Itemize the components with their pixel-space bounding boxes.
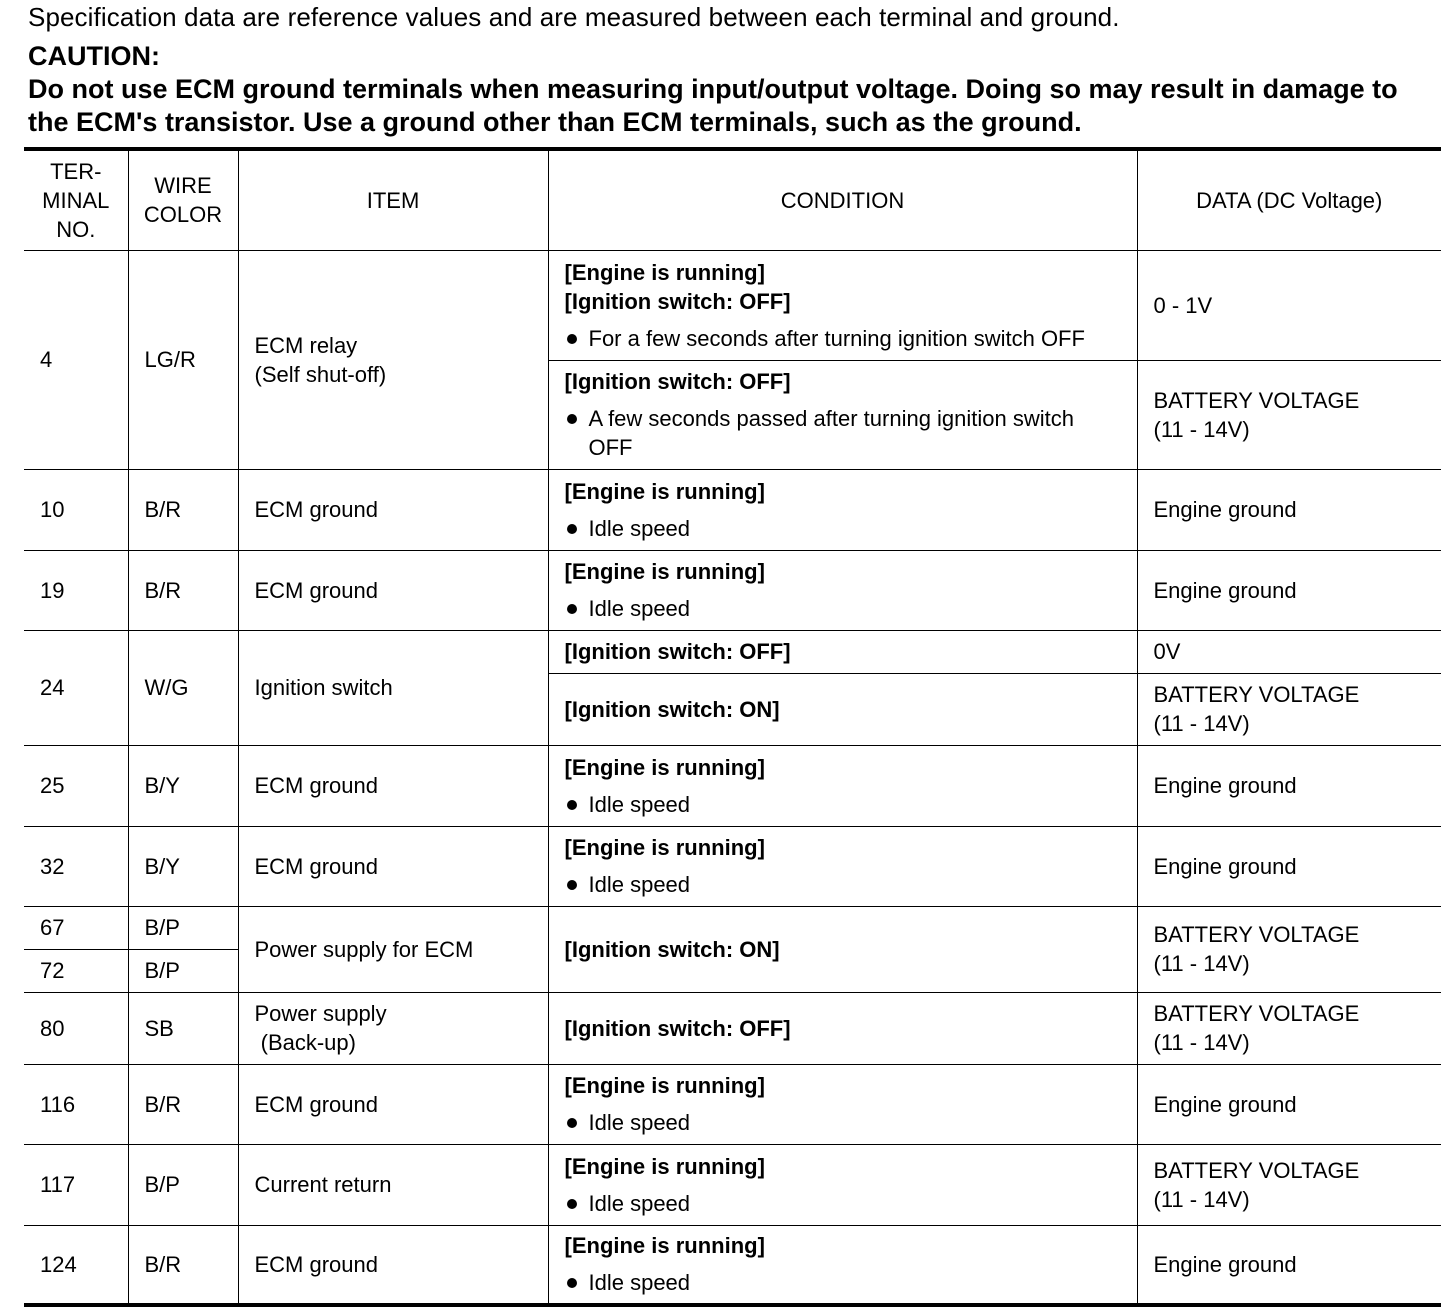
data-value: Engine ground xyxy=(1137,826,1441,906)
condition: [Engine is running] Idle speed xyxy=(548,826,1137,906)
header-wire-color: WIRE COLOR xyxy=(128,149,238,250)
table-row xyxy=(24,469,1441,550)
item: Power supply (Back-up) xyxy=(238,992,548,1064)
table-row xyxy=(24,992,1441,1064)
terminal-no: 4 xyxy=(24,250,128,469)
item: ECM ground xyxy=(238,745,548,826)
table-row xyxy=(24,1225,1441,1305)
data-value: Engine ground xyxy=(1137,469,1441,550)
item: ECM relay (Self shut-off) xyxy=(238,250,548,469)
item: Ignition switch xyxy=(238,630,548,745)
table-row xyxy=(24,630,1441,673)
terminal-no: 10 xyxy=(24,469,128,550)
table-row xyxy=(24,550,1441,630)
data-value: Engine ground xyxy=(1137,1064,1441,1144)
condition: [Ignition switch: OFF] xyxy=(548,630,1137,673)
table-row xyxy=(24,1064,1441,1144)
data-value: 0 - 1V xyxy=(1137,250,1441,360)
header-condition: CONDITION xyxy=(548,149,1137,250)
table-row xyxy=(24,1144,1441,1225)
wire-color: B/R xyxy=(128,469,238,550)
terminal-no: 124 xyxy=(24,1225,128,1305)
condition-bullet: Idle speed xyxy=(565,790,1121,819)
item: ECM ground xyxy=(238,826,548,906)
header-terminal-no: TER- MINAL NO. xyxy=(24,149,128,250)
condition-bullet: Idle speed xyxy=(565,1268,1121,1297)
table-header-row xyxy=(24,149,1441,250)
item: ECM ground xyxy=(238,1064,548,1144)
caution-title: CAUTION: xyxy=(28,41,160,71)
terminal-no: 116 xyxy=(24,1064,128,1144)
table-row xyxy=(24,250,1441,360)
condition-bullet: For a few seconds after turning ignition switch OFF xyxy=(565,324,1121,353)
data-value: 0V xyxy=(1137,630,1441,673)
wire-color: B/R xyxy=(128,550,238,630)
data-value: Engine ground xyxy=(1137,1225,1441,1305)
wire-color: B/P xyxy=(128,1144,238,1225)
data-value: Engine ground xyxy=(1137,550,1441,630)
condition: [Engine is running] Idle speed xyxy=(548,1064,1137,1144)
wire-color: B/R xyxy=(128,1225,238,1305)
condition: [Ignition switch: OFF] A few seconds passed after turning ignition switch OFF xyxy=(548,360,1137,469)
condition: [Engine is running] [Ignition switch: OFF] For a few seconds after turning ignition switch OFF xyxy=(548,250,1137,360)
item: ECM ground xyxy=(238,469,548,550)
wire-color: W/G xyxy=(128,630,238,745)
data-value: BATTERY VOLTAGE (11 - 14V) xyxy=(1137,1144,1441,1225)
condition: [Engine is running] Idle speed xyxy=(548,1144,1137,1225)
table-row xyxy=(24,906,1441,949)
condition-bullet: Idle speed xyxy=(565,514,1121,543)
condition: [Engine is running] Idle speed xyxy=(548,469,1137,550)
item: Power supply for ECM xyxy=(238,906,548,992)
item: ECM ground xyxy=(238,1225,548,1305)
terminal-no: 67 xyxy=(24,906,128,949)
intro-text: Specification data are reference values and are measured between each terminal and ground. xyxy=(28,2,1120,32)
terminal-no: 80 xyxy=(24,992,128,1064)
wire-color: B/Y xyxy=(128,826,238,906)
terminal-no: 32 xyxy=(24,826,128,906)
header-item: ITEM xyxy=(238,149,548,250)
table-row xyxy=(24,826,1441,906)
condition-bullet: Idle speed xyxy=(565,594,1121,623)
data-value: BATTERY VOLTAGE (11 - 14V) xyxy=(1137,360,1441,469)
condition: [Ignition switch: ON] xyxy=(548,906,1137,992)
wire-color: B/P xyxy=(128,906,238,949)
header-data: DATA (DC Voltage) xyxy=(1137,149,1441,250)
condition-bullet: Idle speed xyxy=(565,1189,1121,1218)
terminal-no: 25 xyxy=(24,745,128,826)
terminal-no: 19 xyxy=(24,550,128,630)
condition-bullet: Idle speed xyxy=(565,870,1121,899)
wire-color: LG/R xyxy=(128,250,238,469)
item: Current return xyxy=(238,1144,548,1225)
caution-text: Do not use ECM ground terminals when measuring input/output voltage. Doing so may result in damage to the ECM's transistor. Use a ground other than ECM terminals, such as the ground. xyxy=(28,74,1398,137)
condition: [Engine is running] Idle speed xyxy=(548,1225,1137,1305)
condition-bullet: A few seconds passed after turning ignition switch OFF xyxy=(565,404,1121,462)
condition-bullet: Idle speed xyxy=(565,1108,1121,1137)
terminal-no: 117 xyxy=(24,1144,128,1225)
condition: [Ignition switch: ON] xyxy=(548,673,1137,745)
condition: [Ignition switch: OFF] xyxy=(548,992,1137,1064)
wire-color: B/R xyxy=(128,1064,238,1144)
data-value: Engine ground xyxy=(1137,745,1441,826)
terminal-no: 72 xyxy=(24,949,128,992)
wire-color: B/Y xyxy=(128,745,238,826)
condition: [Engine is running] Idle speed xyxy=(548,745,1137,826)
item: ECM ground xyxy=(238,550,548,630)
data-value: BATTERY VOLTAGE (11 - 14V) xyxy=(1137,673,1441,745)
condition: [Engine is running] Idle speed xyxy=(548,550,1137,630)
data-value: BATTERY VOLTAGE (11 - 14V) xyxy=(1137,992,1441,1064)
terminal-spec-table xyxy=(24,147,1441,1307)
table-row xyxy=(24,745,1441,826)
terminal-no: 24 xyxy=(24,630,128,745)
wire-color: SB xyxy=(128,992,238,1064)
data-value: BATTERY VOLTAGE (11 - 14V) xyxy=(1137,906,1441,992)
wire-color: B/P xyxy=(128,949,238,992)
